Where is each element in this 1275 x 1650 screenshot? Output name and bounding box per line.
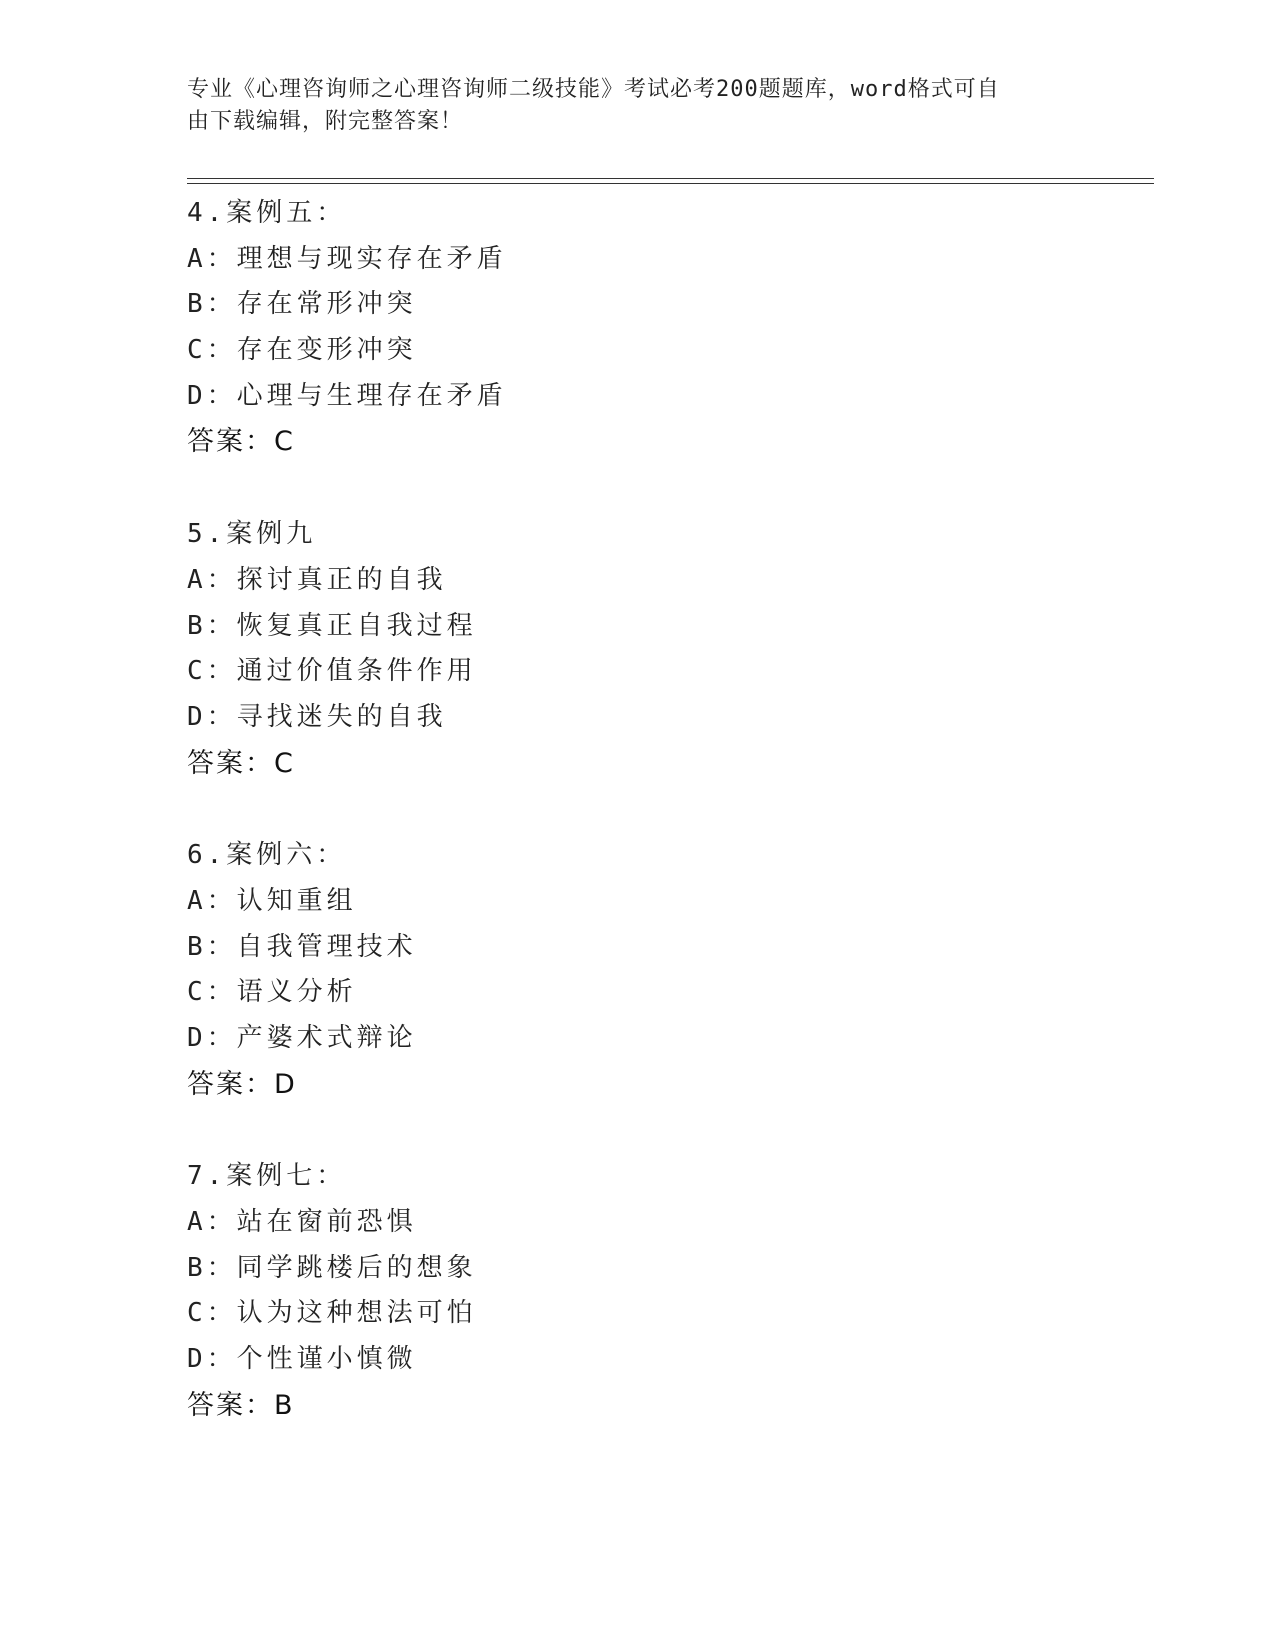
option-d: D：产婆术式辩论 xyxy=(187,1023,417,1053)
question-7 xyxy=(187,1154,1087,1428)
option-b: B：自我管理技术 xyxy=(187,931,417,962)
document-header xyxy=(187,74,1067,138)
option-c: C：存在变形冲突 xyxy=(187,335,417,366)
answer-label: 答案：B xyxy=(187,1389,295,1421)
option-a: A：认知重组 xyxy=(187,885,357,916)
question-title: 7.案例七： xyxy=(187,1161,347,1192)
option-a: A：理想与现实存在矛盾 xyxy=(187,243,507,274)
option-c: C：通过价值条件作用 xyxy=(187,656,477,687)
question-title: 5.案例九 xyxy=(187,519,317,550)
answer-label: 答案：C xyxy=(187,747,295,779)
option-c: C：语义分析 xyxy=(187,977,357,1008)
header-divider-bottom xyxy=(187,183,1154,184)
question-5 xyxy=(187,512,1087,786)
question-4 xyxy=(187,191,1087,465)
option-b: B：存在常形冲突 xyxy=(187,289,417,320)
option-d: D：个性谨小慎微 xyxy=(187,1344,417,1375)
answer-label: 答案：C xyxy=(187,426,295,458)
option-b: B：同学跳楼后的想象 xyxy=(187,1252,477,1283)
header-line-1: 专业《心理咨询师之心理咨询师二级技能》考试必考200题题库，word格式可自 xyxy=(187,77,1000,102)
option-b: B：恢复真正自我过程 xyxy=(187,610,477,641)
option-d: D：心理与生理存在矛盾 xyxy=(187,380,507,411)
option-c: C：认为这种想法可怕 xyxy=(187,1298,477,1329)
header-divider-top xyxy=(187,178,1154,179)
header-line-2: 由下载编辑，附完整答案！ xyxy=(187,109,464,134)
question-title: 6.案例六： xyxy=(187,840,347,871)
option-d: D：寻找迷失的自我 xyxy=(187,701,447,732)
answer-label: 答案：D xyxy=(187,1068,297,1100)
option-a: A：探讨真正的自我 xyxy=(187,564,447,595)
question-title: 4.案例五： xyxy=(187,198,347,228)
question-6 xyxy=(187,833,1087,1107)
question-list xyxy=(187,191,1087,1476)
option-a: A：站在窗前恐惧 xyxy=(187,1207,417,1238)
